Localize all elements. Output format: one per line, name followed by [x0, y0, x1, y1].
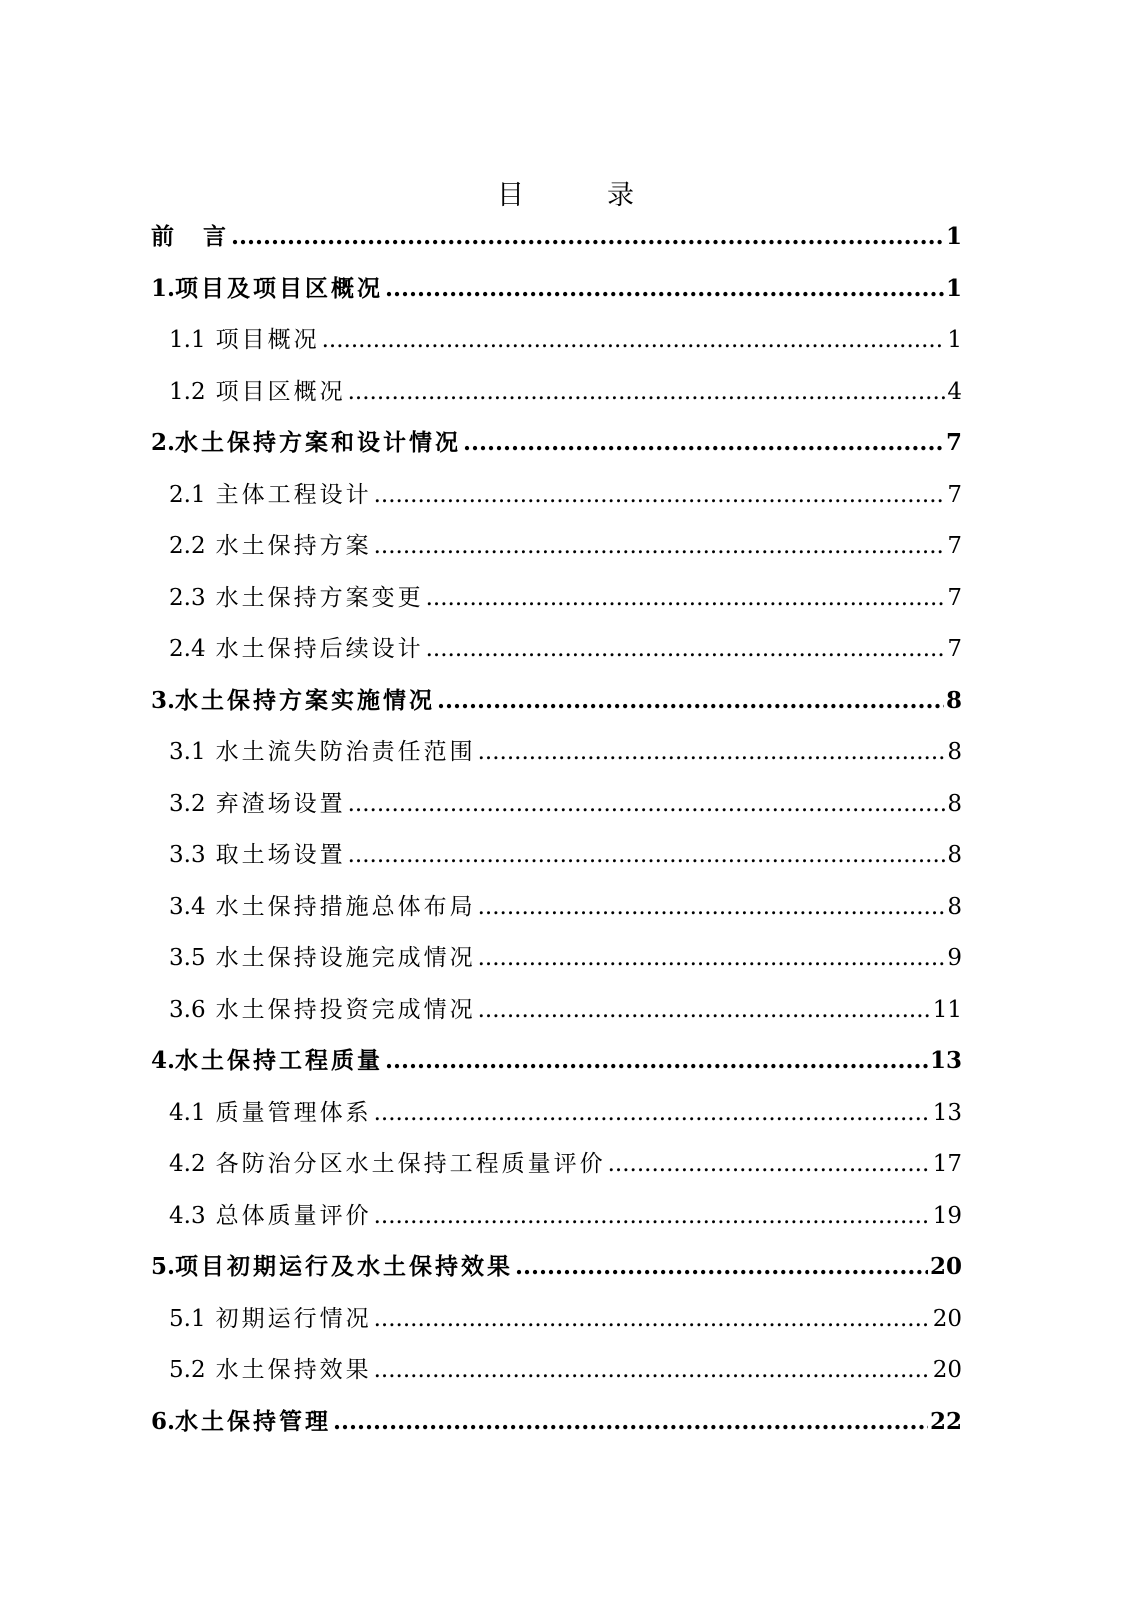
- toc-entry[interactable]: [151, 1090, 962, 1142]
- toc-entry-number: 6.: [151, 1407, 176, 1435]
- toc-entry-number: 3.3: [169, 842, 206, 868]
- toc-dot-leader: [478, 935, 946, 981]
- toc-dot-leader: [478, 884, 946, 930]
- toc-dot-leader: [374, 1193, 931, 1239]
- toc-entry-number: 3.2: [169, 790, 206, 817]
- toc-entry[interactable]: [151, 935, 962, 987]
- toc-dot-leader: [426, 626, 946, 672]
- toc-dot-leader: [478, 987, 931, 1033]
- toc-entry[interactable]: [151, 781, 962, 833]
- toc-entry-page: 13: [929, 1047, 962, 1074]
- toc-entry-number: 3.4: [169, 893, 206, 920]
- toc-dot-leader: [374, 1090, 931, 1136]
- toc-entry[interactable]: [151, 1038, 962, 1090]
- toc-entry-page: 19: [932, 1202, 962, 1229]
- toc-entry-number: 5.2: [169, 1357, 206, 1383]
- toc-entry[interactable]: [151, 214, 962, 266]
- toc-entry-number: 2.1: [169, 481, 206, 508]
- toc-dot-leader: [437, 678, 944, 724]
- toc-entry[interactable]: [151, 729, 962, 781]
- toc-entry-page: 13: [932, 1099, 962, 1126]
- toc-entry-title: 水土保持方案变更: [215, 584, 424, 611]
- toc-entry-page: 7: [945, 429, 962, 456]
- toc-dot-leader: [374, 1347, 931, 1393]
- toc-entry[interactable]: [151, 626, 962, 678]
- toc-entry-page: 20: [932, 1357, 962, 1383]
- toc-entry-title: 水土保持效果: [215, 1357, 372, 1383]
- toc-entry[interactable]: [151, 678, 962, 730]
- toc-entry[interactable]: [151, 472, 962, 524]
- toc-entry-title: 水土保持方案实施情况: [175, 686, 436, 714]
- toc-dot-leader: [348, 369, 946, 415]
- toc-entry-page: 8: [947, 739, 962, 765]
- toc-dot-leader: [385, 266, 944, 312]
- toc-entry[interactable]: [151, 1296, 962, 1348]
- toc-entry[interactable]: [151, 575, 962, 627]
- toc-entry-page: 8: [947, 893, 962, 920]
- toc-dot-leader: [374, 1296, 931, 1342]
- toc-entry-page: 8: [945, 686, 962, 714]
- toc-entry[interactable]: [151, 1347, 962, 1399]
- toc-entry-page: 17: [932, 1151, 962, 1177]
- toc-entry-number: 2.3: [169, 584, 206, 611]
- toc-entry-title: 前 言: [151, 223, 229, 250]
- toc-entry-title: 水土保持投资完成情况: [215, 996, 476, 1023]
- toc-entry-page: 8: [947, 842, 962, 868]
- toc-entry-number: 1.: [151, 274, 176, 302]
- toc-entry-title: 水土保持工程质量: [175, 1047, 384, 1074]
- toc-entry-title: 水土保持方案: [215, 533, 372, 559]
- toc-dot-leader: [515, 1244, 928, 1290]
- toc-entry[interactable]: [151, 1193, 962, 1245]
- toc-title: 目 录: [497, 180, 662, 211]
- toc-entry[interactable]: [151, 832, 962, 884]
- toc-entry-number: 4.3: [169, 1202, 206, 1229]
- toc-entry-number: 3.1: [169, 739, 206, 765]
- toc-entry-page: 20: [932, 1305, 962, 1332]
- toc-entry-page: 1: [947, 327, 962, 353]
- toc-entry-number: 2.: [151, 429, 176, 456]
- toc-entry-page: 9: [947, 945, 962, 971]
- toc-dot-leader: [322, 317, 946, 363]
- toc-entry-number: 2.2: [169, 533, 206, 559]
- toc-entry-page: 1: [945, 274, 962, 302]
- toc-entry-number: 3.5: [169, 945, 206, 971]
- toc-entry-title: 总体质量评价: [215, 1202, 372, 1229]
- toc-entry[interactable]: [151, 1244, 962, 1296]
- toc-entry-page: 1: [945, 223, 962, 250]
- toc-entry-title: 水土保持管理: [175, 1407, 332, 1435]
- table-of-contents: [151, 214, 962, 1450]
- toc-entry-page: 7: [947, 584, 962, 611]
- toc-entry-page: 7: [947, 481, 962, 508]
- toc-entry-title: 水土保持方案和设计情况: [175, 429, 462, 456]
- toc-entry[interactable]: [151, 884, 962, 936]
- toc-entry[interactable]: [151, 1399, 962, 1451]
- toc-dot-leader: [608, 1141, 931, 1187]
- toc-entry-title: 水土保持措施总体布局: [215, 893, 476, 920]
- toc-entry-number: 4.: [151, 1047, 176, 1074]
- toc-dot-leader: [374, 472, 946, 518]
- toc-entry-title: 水土保持后续设计: [215, 636, 424, 662]
- toc-entry-number: 4.2: [169, 1151, 206, 1177]
- toc-entry-title: 质量管理体系: [215, 1099, 372, 1126]
- toc-entry-title: 主体工程设计: [215, 481, 372, 508]
- toc-entry-title: 水土流失防治责任范围: [215, 739, 476, 765]
- toc-entry-page: 22: [929, 1407, 962, 1435]
- toc-entry-page: 7: [947, 636, 962, 662]
- toc-dot-leader: [426, 575, 946, 621]
- toc-entry-page: 4: [947, 378, 962, 405]
- toc-entry[interactable]: [151, 420, 962, 472]
- toc-entry-title: 水土保持设施完成情况: [215, 945, 476, 971]
- toc-entry[interactable]: [151, 1141, 962, 1193]
- toc-entry-number: 5.1: [169, 1305, 206, 1332]
- toc-entry-number: 4.1: [169, 1099, 206, 1126]
- toc-entry[interactable]: [151, 369, 962, 421]
- toc-entry-title: 初期运行情况: [215, 1305, 372, 1332]
- toc-entry-title: 项目初期运行及水土保持效果: [175, 1253, 514, 1280]
- toc-dot-leader: [385, 1038, 928, 1084]
- toc-dot-leader: [374, 523, 946, 569]
- toc-entry-title: 项目及项目区概况: [175, 274, 384, 302]
- toc-entry-page: 7: [947, 533, 962, 559]
- toc-entry-title: 取土场设置: [215, 842, 346, 868]
- toc-entry-page: 20: [929, 1253, 962, 1280]
- toc-entry-page: 11: [932, 996, 962, 1023]
- toc-entry-number: 5.: [151, 1253, 176, 1280]
- toc-entry-number: 1.1: [169, 327, 206, 353]
- toc-entry-title: 项目概况: [215, 327, 320, 353]
- toc-dot-leader: [478, 729, 946, 775]
- toc-entry[interactable]: [151, 523, 962, 575]
- toc-entry[interactable]: [151, 266, 962, 318]
- toc-entry-title: 项目区概况: [215, 378, 346, 405]
- toc-entry-number: 2.4: [169, 636, 206, 662]
- toc-entry-title: 各防治分区水土保持工程质量评价: [215, 1151, 606, 1177]
- toc-dot-leader: [348, 832, 946, 878]
- toc-entry-number: 3.: [151, 686, 176, 714]
- toc-entry-title: 弃渣场设置: [215, 790, 346, 817]
- toc-dot-leader: [231, 214, 944, 260]
- toc-dot-leader: [348, 781, 946, 827]
- toc-entry-page: 8: [947, 790, 962, 817]
- toc-dot-leader: [463, 420, 944, 466]
- toc-entry-number: 1.2: [169, 378, 206, 405]
- toc-entry-number: 3.6: [169, 996, 206, 1023]
- toc-entry[interactable]: [151, 317, 962, 369]
- toc-dot-leader: [333, 1399, 928, 1445]
- toc-entry[interactable]: [151, 987, 962, 1039]
